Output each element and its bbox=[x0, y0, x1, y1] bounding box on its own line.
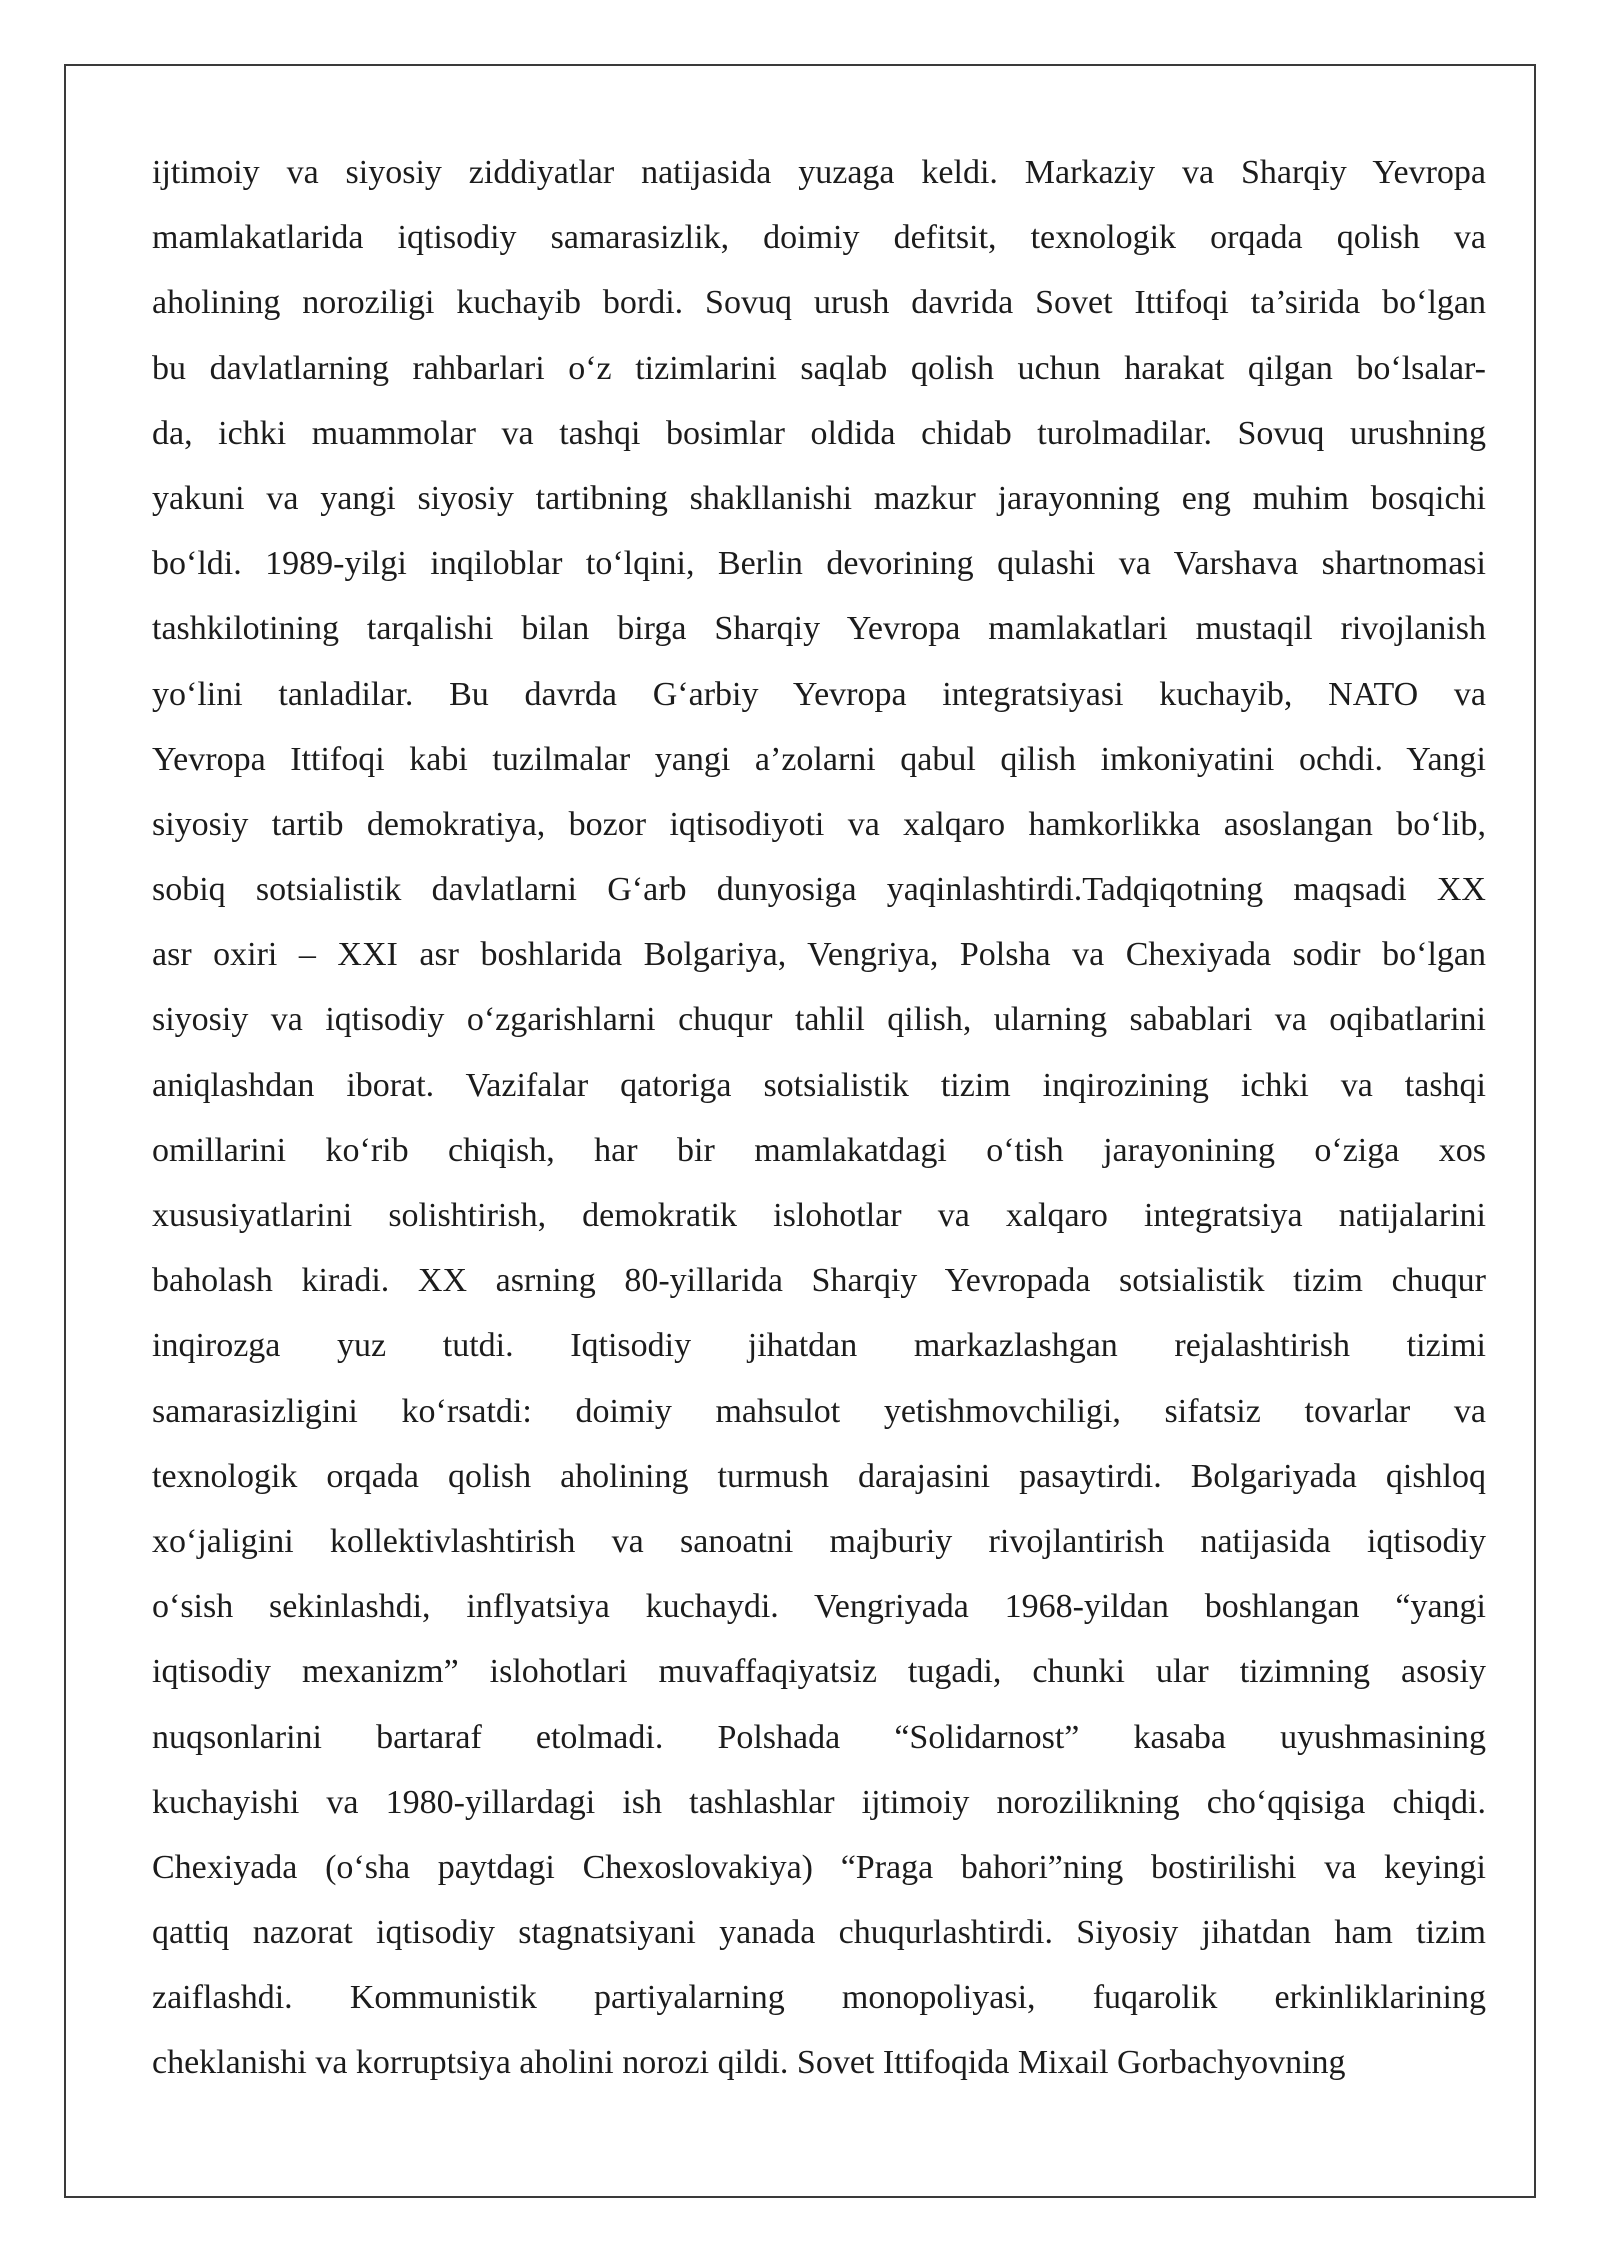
text-line: siyosiy tartib demokratiya, bozor iqtisodiyoti va xalqaro hamkorlikka asoslangan bo‘lib, bbox=[152, 805, 1486, 843]
text-line: sobiq sotsialistik davlatlarni G‘arb dunyosiga yaqinlashtirdi.Tadqiqotning maqsadi XX bbox=[152, 871, 1486, 909]
text-line: aholining noroziligi kuchayib bordi. Sovuq urush davrida Sovet Ittifoqi ta’sirida bo‘lgan bbox=[152, 284, 1486, 322]
text-line: Chexiyada (o‘sha paytdagi Chexoslovakiya) “Praga bahori”ning bostirilishi va keyingi bbox=[152, 1848, 1486, 1886]
text-line: bu davlatlarning rahbarlari o‘z tizimlarini saqlab qolish uchun harakat qilgan bo‘lsalar- bbox=[152, 349, 1486, 387]
text-line: asr oxiri – XXI asr boshlarida Bolgariya, Vengriya, Polsha va Chexiyada sodir bo‘lgan bbox=[152, 936, 1486, 974]
text-line: xususiyatlarini solishtirish, demokratik islohotlar va xalqaro integratsiya natijalarini bbox=[152, 1197, 1486, 1234]
text-line: yakuni va yangi siyosiy tartibning shakllanishi mazkur jarayonning eng muhim bosqichi bbox=[152, 479, 1486, 517]
text-line: tashkilotining tarqalishi bilan birga Sharqiy Yevropa mamlakatlari mustaqil rivojlanish bbox=[152, 610, 1486, 648]
text-line: kuchayishi va 1980-yillardagi ish tashlashlar ijtimoiy norozilikning cho‘qqisiga chiqdi. bbox=[152, 1783, 1486, 1821]
text-line: qattiq nazorat iqtisodiy stagnatsiyani yanada chuqurlashtirdi. Siyosiy jihatdan ham tizim bbox=[152, 1914, 1486, 1952]
text-line: siyosiy va iqtisodiy o‘zgarishlarni chuqur tahlil qilish, ularning sabablari va oqibatlarini bbox=[152, 1001, 1486, 1039]
text-line: Yevropa Ittifoqi kabi tuzilmalar yangi a’zolarni qabul qilish imkoniyatini ochdi. Yangi bbox=[152, 740, 1486, 778]
text-line: samarasizligini ko‘rsatdi: doimiy mahsulot yetishmovchiligi, sifatsiz tovarlar va bbox=[152, 1392, 1486, 1430]
text-line: texnologik orqada qolish aholining turmush darajasini pasaytirdi. Bolgariyada qishloq bbox=[152, 1457, 1486, 1495]
text-line: bo‘ldi. 1989-yilgi inqiloblar to‘lqini, Berlin devorining qulashi va Varshava shartnomasi bbox=[152, 545, 1486, 583]
text-line: zaiflashdi. Kommunistik partiyalarning monopoliyasi, fuqarolik erkinliklarining bbox=[152, 1979, 1486, 2017]
text-line: xo‘jaligini kollektivlashtirish va sanoatni majburiy rivojlantirish natijasida iqtisodiy bbox=[152, 1522, 1486, 1560]
text-line: iqtisodiy mexanizm” islohotlari muvaffaqiyatsiz tugadi, chunki ular tizimning asosiy bbox=[152, 1653, 1486, 1691]
text-line: aniqlashdan iborat. Vazifalar qatoriga sotsialistik tizim inqirozining ichki va tashqi bbox=[152, 1066, 1486, 1104]
text-line: inqirozga yuz tutdi. Iqtisodiy jihatdan markazlashgan rejalashtirish tizimi bbox=[152, 1327, 1486, 1365]
text-line: yo‘lini tanladilar. Bu davrda G‘arbiy Yevropa integratsiyasi kuchayib, NATO va bbox=[152, 675, 1486, 713]
text-line: o‘sish sekinlashdi, inflyatsiya kuchaydi. Vengriyada 1968-yildan boshlangan “yangi bbox=[152, 1588, 1486, 1626]
text-line: mamlakatlarida iqtisodiy samarasizlik, doimiy defitsit, texnologik orqada qolish va bbox=[152, 219, 1486, 257]
text-line: omillarini ko‘rib chiqish, har bir mamlakatdagi o‘tish jarayonining o‘ziga xos bbox=[152, 1131, 1486, 1169]
text-line: baholash kiradi. XX asrning 80-yillarida Sharqiy Yevropada sotsialistik tizim chuqur bbox=[152, 1262, 1486, 1300]
body-paragraph bbox=[152, 148, 1486, 2104]
text-line: nuqsonlarini bartaraf etolmadi. Polshada “Solidarnost” kasaba uyushmasining bbox=[152, 1718, 1486, 1756]
text-line: da, ichki muammolar va tashqi bosimlar oldida chidab turolmadilar. Sovuq urushning bbox=[152, 414, 1486, 452]
text-line: ijtimoiy va siyosiy ziddiyatlar natijasida yuzaga keldi. Markaziy va Sharqiy Yevropa bbox=[152, 154, 1486, 191]
text-line: cheklanishi va korruptsiya aholini norozi qildi. Sovet Ittifoqida Mixail Gorbachyovning bbox=[152, 2044, 1346, 2082]
